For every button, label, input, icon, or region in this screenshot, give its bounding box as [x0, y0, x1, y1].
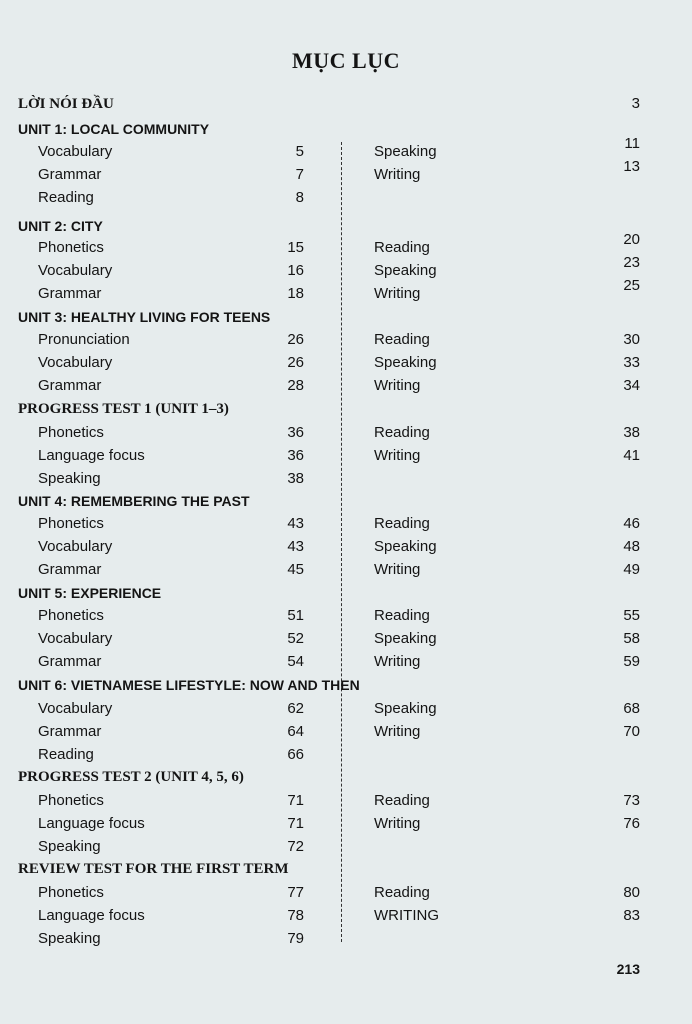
- toc-item-label: Grammar: [38, 723, 102, 741]
- toc-item-label: Reading: [374, 331, 430, 348]
- toc-item-label: Writing: [374, 285, 421, 303]
- toc-item-label: Grammar: [38, 285, 102, 303]
- toc-item-page: 76: [623, 815, 640, 833]
- toc-item-label: Writing: [374, 815, 421, 833]
- toc-item-page: 54: [287, 653, 304, 671]
- toc-item-label: Speaking: [374, 262, 437, 280]
- toc-item-label: Language focus: [38, 447, 145, 465]
- toc-item-page: 18: [287, 285, 304, 303]
- toc-item-page: 48: [623, 538, 640, 556]
- toc-item-label: Phonetics: [38, 884, 104, 901]
- toc-item-label: Grammar: [38, 653, 102, 671]
- toc-item-page: 58: [623, 630, 640, 648]
- toc-item-label: Reading: [374, 515, 430, 532]
- toc-item-page: 64: [287, 723, 304, 741]
- toc-item-label: Writing: [374, 723, 421, 741]
- preface-page: 3: [631, 95, 640, 112]
- toc-item-page: 11: [624, 135, 640, 152]
- toc-item-label: Writing: [374, 561, 421, 579]
- toc-item-page: 77: [287, 884, 304, 901]
- toc-item-label: Speaking: [38, 470, 101, 488]
- toc-item-page: 78: [287, 907, 304, 925]
- toc-item-label: Speaking: [38, 930, 101, 948]
- toc-item-page: 8: [295, 189, 304, 207]
- toc-item-page: 38: [623, 424, 640, 441]
- toc-item-page: 68: [623, 700, 640, 717]
- section-heading: UNIT 5: EXPERIENCE: [18, 585, 162, 601]
- section-heading: REVIEW TEST FOR THE FIRST TERM: [18, 861, 289, 877]
- toc-item-label: Grammar: [38, 166, 102, 184]
- toc-item-page: 80: [623, 884, 640, 901]
- toc-item-label: Writing: [374, 447, 421, 465]
- section-heading: UNIT 2: CITY: [18, 218, 103, 234]
- toc-item-label: Speaking: [374, 538, 437, 556]
- page-number: 213: [616, 961, 640, 977]
- toc-item-page: 71: [287, 815, 304, 833]
- toc-item-page: 43: [287, 515, 304, 532]
- toc-item-page: 20: [623, 231, 640, 248]
- toc-item-label: Vocabulary: [38, 630, 113, 648]
- toc-item-label: Phonetics: [38, 792, 104, 809]
- toc-item-page: 33: [623, 354, 640, 372]
- toc-item-page: 46: [623, 515, 640, 532]
- toc-item-page: 34: [623, 377, 640, 395]
- toc-item-label: Vocabulary: [38, 262, 113, 280]
- toc-item-page: 41: [623, 447, 640, 465]
- toc-item-page: 83: [623, 907, 640, 925]
- toc-item-label: Vocabulary: [38, 538, 113, 556]
- toc-item-page: 71: [287, 792, 304, 809]
- toc-item-page: 7: [295, 166, 304, 184]
- toc-item-page: 45: [287, 561, 304, 579]
- toc-item-label: Reading: [38, 189, 94, 207]
- toc-item-page: 23: [623, 254, 640, 272]
- toc-item-label: Reading: [38, 746, 94, 764]
- toc-item-label: Phonetics: [38, 424, 104, 441]
- section-heading: UNIT 4: REMEMBERING THE PAST: [18, 493, 250, 509]
- toc-item-page: 38: [287, 470, 304, 488]
- toc-item-label: Grammar: [38, 377, 102, 395]
- toc-item-label: Speaking: [374, 354, 437, 372]
- toc-item-label: Grammar: [38, 561, 102, 579]
- page-title: MỤC LỤC: [292, 48, 400, 73]
- toc-item-page: 15: [287, 239, 304, 256]
- preface-label: LỜI NÓI ĐẦU: [18, 96, 114, 112]
- section-heading: PROGRESS TEST 1 (UNIT 1–3): [18, 401, 229, 417]
- toc-item-label: Reading: [374, 424, 430, 441]
- toc-item-page: 25: [623, 277, 640, 295]
- toc-item-page: 36: [287, 447, 304, 465]
- column-divider: [341, 142, 342, 942]
- toc-item-page: 72: [287, 838, 304, 856]
- toc-item-page: 36: [287, 424, 304, 441]
- toc-item-page: 28: [287, 377, 304, 395]
- toc-item-label: Vocabulary: [38, 700, 113, 717]
- toc-item-label: Phonetics: [38, 607, 104, 624]
- toc-item-label: Writing: [374, 653, 421, 671]
- toc-item-label: Pronunciation: [38, 331, 130, 348]
- toc-item-label: Phonetics: [38, 239, 104, 256]
- toc-item-label: Phonetics: [38, 515, 104, 532]
- toc-item-label: Speaking: [374, 143, 437, 160]
- toc-item-label: Reading: [374, 884, 430, 901]
- toc-item-label: Reading: [374, 792, 430, 809]
- section-heading: PROGRESS TEST 2 (UNIT 4, 5, 6): [18, 769, 244, 785]
- toc-item-label: Speaking: [374, 700, 437, 717]
- toc-item-page: 73: [623, 792, 640, 809]
- toc-item-label: Language focus: [38, 907, 145, 925]
- toc-item-page: 16: [287, 262, 304, 280]
- section-heading: UNIT 3: HEALTHY LIVING FOR TEENS: [18, 309, 271, 325]
- toc-item-page: 49: [623, 561, 640, 579]
- toc-item-label: Vocabulary: [38, 143, 113, 160]
- toc-item-page: 13: [623, 158, 640, 176]
- toc-item-label: Writing: [374, 377, 421, 395]
- toc-item-page: 70: [623, 723, 640, 741]
- toc-item-page: 5: [295, 143, 304, 160]
- toc-item-label: Speaking: [38, 838, 101, 856]
- toc-item-page: 79: [287, 930, 304, 948]
- toc-item-label: Writing: [374, 166, 421, 184]
- toc-item-page: 30: [623, 331, 640, 348]
- section-heading: UNIT 6: VIETNAMESE LIFESTYLE: NOW AND THEN: [18, 677, 360, 693]
- toc-item-page: 62: [287, 700, 304, 717]
- toc-item-page: 26: [287, 354, 304, 372]
- toc-item-page: 59: [623, 653, 640, 671]
- toc-item-label: Reading: [374, 607, 430, 624]
- toc-item-page: 51: [287, 607, 304, 624]
- toc-item-label: Language focus: [38, 815, 145, 833]
- toc-item-page: 55: [623, 607, 640, 624]
- section-heading: UNIT 1: LOCAL COMMUNITY: [18, 121, 210, 137]
- toc-item-label: Vocabulary: [38, 354, 113, 372]
- toc-item-label: WRITING: [374, 907, 439, 925]
- toc-item-label: Speaking: [374, 630, 437, 648]
- toc-item-label: Reading: [374, 239, 430, 256]
- toc-item-page: 66: [287, 746, 304, 764]
- toc-item-page: 43: [287, 538, 304, 556]
- toc-item-page: 52: [287, 630, 304, 648]
- toc-item-page: 26: [287, 331, 304, 348]
